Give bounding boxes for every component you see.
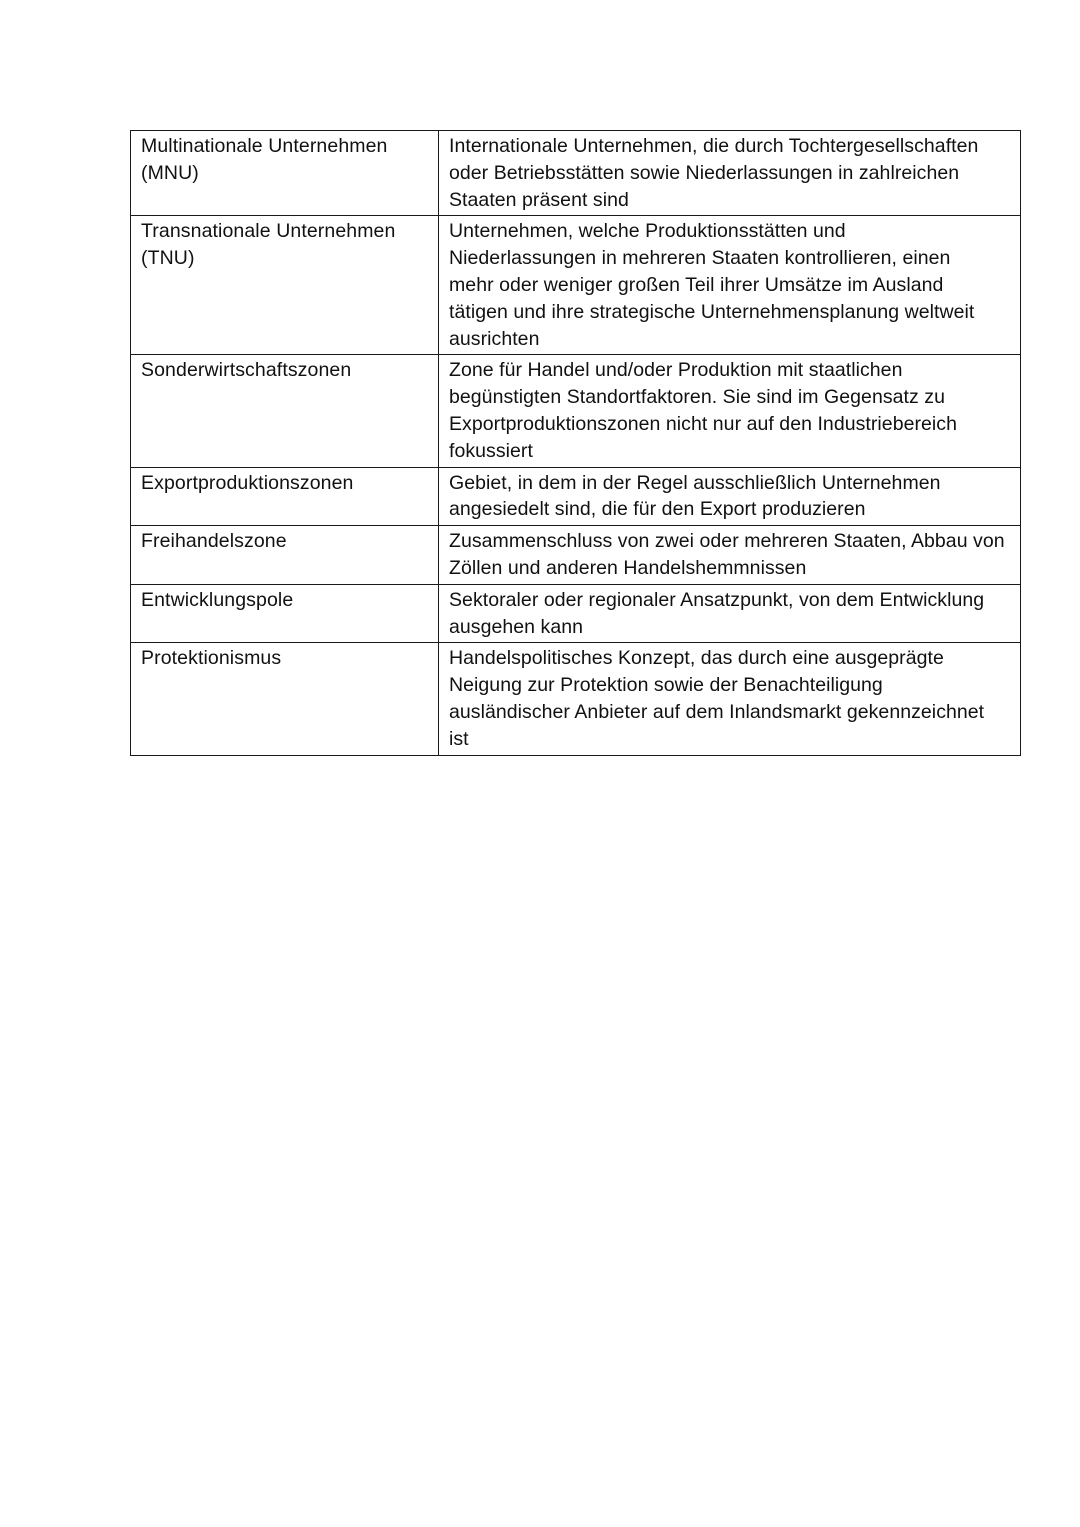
definition-cell [439, 131, 1021, 216]
term-text: Protektionismus [141, 647, 282, 670]
term-cell [131, 216, 439, 355]
term-text: Sonderwirtschaftszonen [141, 359, 352, 382]
table-row [131, 131, 1021, 216]
definition-text: mehr oder weniger großen Teil ihrer Umsätze im Ausland [449, 273, 944, 296]
table-row [131, 584, 1021, 643]
definition-text: ist [449, 727, 469, 750]
definition-text: Handelspolitisches Konzept, das durch eine ausgeprägte [449, 647, 944, 670]
definition-text: Zöllen und anderen Handelshemmnissen [449, 556, 807, 579]
definition-text: Zone für Handel und/oder Produktion mit staatlichen [449, 359, 903, 382]
term-cell [131, 584, 439, 643]
definition-text: Exportproduktionszonen nicht nur auf den Industriebereich [449, 412, 958, 435]
definition-text: Staaten präsent sind [449, 188, 629, 211]
definition-text: begünstigten Standortfaktoren. Sie sind im Gegensatz zu [449, 386, 945, 409]
definition-text: ausrichten [449, 327, 540, 350]
term-text: Freihandelszone [141, 530, 287, 553]
definition-text: Neigung zur Protektion sowie der Benachteiligung [449, 674, 883, 697]
term-text: (TNU) [141, 247, 195, 270]
definition-text: ausländischer Anbieter auf dem Inlandsmarkt gekennzeichnet [449, 700, 985, 723]
term-text: (MNU) [141, 161, 199, 184]
definition-cell [439, 355, 1021, 467]
term-cell [131, 467, 439, 526]
definition-cell [439, 584, 1021, 643]
definition-text: oder Betriebsstätten sowie Niederlassungen in zahlreichen [449, 161, 960, 184]
term-cell [131, 131, 439, 216]
definition-cell [439, 216, 1021, 355]
definition-text: tätigen und ihre strategische Unternehmensplanung weltweit [449, 300, 975, 323]
definition-text: Unternehmen, welche Produktionsstätten und [449, 220, 846, 243]
term-cell [131, 526, 439, 585]
term-text: Exportproduktionszonen [141, 471, 354, 494]
term-text: Entwicklungspole [141, 588, 294, 611]
definition-text: Niederlassungen in mehreren Staaten kontrollieren, einen [449, 247, 951, 270]
definition-cell [439, 526, 1021, 585]
term-text: Multinationale Unternehmen [141, 135, 388, 157]
definition-text: Sektoraler oder regionaler Ansatzpunkt, von dem Entwicklung [449, 588, 985, 611]
definition-cell [439, 643, 1021, 755]
table-row [131, 526, 1021, 585]
definition-text: fokussiert [449, 439, 533, 462]
definition-text: angesiedelt sind, die für den Export produzieren [449, 498, 866, 521]
definition-text: Zusammenschluss von zwei oder mehreren Staaten, Abbau von [449, 530, 1005, 553]
glossary-table [130, 130, 1021, 756]
term-cell [131, 643, 439, 755]
definition-text: ausgehen kann [449, 615, 584, 638]
table-row [131, 643, 1021, 755]
term-text: Transnationale Unternehmen [141, 220, 396, 243]
term-cell [131, 355, 439, 467]
definition-text: Internationale Unternehmen, die durch Tochtergesellschaften [449, 135, 979, 157]
definition-cell [439, 467, 1021, 526]
table-row [131, 355, 1021, 467]
table-row [131, 467, 1021, 526]
definition-text: Gebiet, in dem in der Regel ausschließlich Unternehmen [449, 471, 941, 494]
table-row [131, 216, 1021, 355]
